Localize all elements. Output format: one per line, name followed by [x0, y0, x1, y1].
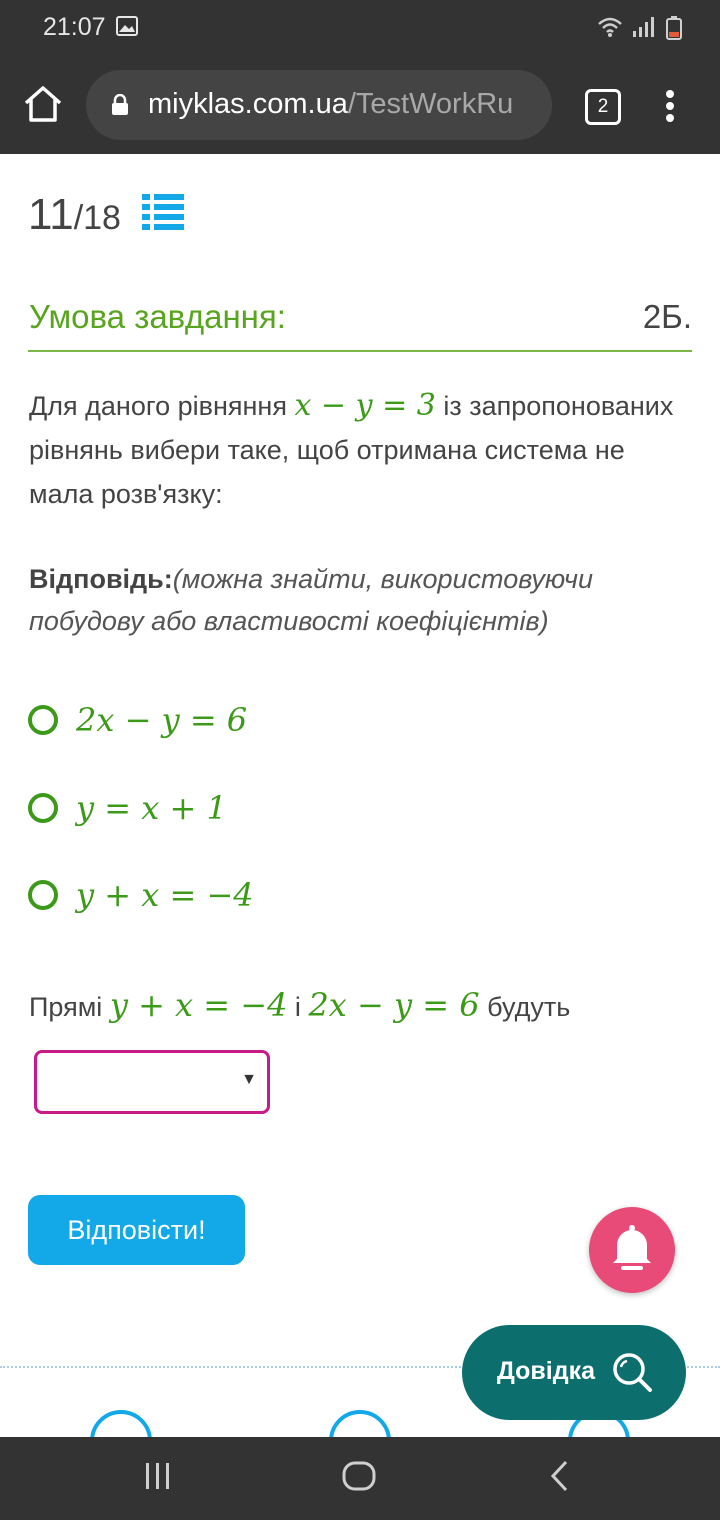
question-equation: x − y = 3 — [294, 388, 436, 423]
recent-apps-icon[interactable] — [144, 1459, 172, 1493]
radio-button[interactable] — [28, 793, 58, 823]
answer-hint: (можна знайти, використовуючи побудову або властивості коефіцієнтів) — [29, 564, 593, 636]
question-text — [29, 384, 693, 516]
question-text-part1: Для даного рівняння — [29, 391, 295, 421]
answer-prompt — [29, 558, 693, 642]
option-equation: y = x + 1 — [76, 789, 227, 827]
more-vert-icon[interactable] — [660, 86, 680, 126]
question-list-icon[interactable] — [142, 194, 184, 230]
total-questions: /18 — [73, 199, 121, 237]
url-domain: miyklas.com.ua — [148, 88, 348, 120]
battery-icon — [666, 16, 682, 40]
title-divider — [28, 350, 692, 352]
option-equation: 2x − y = 6 — [76, 701, 248, 739]
address-bar[interactable] — [86, 70, 552, 140]
answer-option[interactable] — [28, 700, 247, 740]
gallery-icon — [116, 16, 138, 36]
lines-statement — [29, 986, 570, 1024]
submit-button[interactable]: Відповісти! — [28, 1195, 245, 1265]
system-icons — [597, 16, 682, 40]
answer-option[interactable] — [28, 788, 227, 828]
statement-equation-1: y + x = −4 — [109, 986, 288, 1024]
answer-label: Відповідь: — [29, 564, 173, 594]
system-navigation-bar — [0, 1437, 720, 1520]
search-icon — [610, 1350, 654, 1394]
current-question: 11 — [28, 190, 74, 239]
task-points: 2Б. — [642, 298, 692, 335]
status-bar — [0, 0, 720, 56]
url-path: /TestWorkRu — [347, 88, 514, 120]
dropdown-arrow-icon: ▼ — [241, 1071, 257, 1088]
statement-equation-2: 2x − y = 6 — [308, 986, 480, 1024]
statement-suffix: будуть — [479, 992, 571, 1022]
radio-button[interactable] — [28, 880, 58, 910]
signal-icon — [632, 16, 656, 38]
wifi-icon — [597, 16, 623, 38]
option-equation: y + x = −4 — [76, 876, 254, 914]
status-time: 21:07 — [43, 13, 106, 41]
tab-switcher-button[interactable]: 2 — [585, 89, 621, 125]
help-label: Довідка — [497, 1357, 595, 1385]
lock-icon — [110, 94, 130, 116]
help-button[interactable] — [462, 1325, 686, 1420]
question-text-part2: із запропонованих рівнянь вибери таке, щоб отримана система не мала розв'язку: — [29, 391, 674, 509]
bell-icon — [609, 1225, 655, 1275]
radio-button[interactable] — [28, 705, 58, 735]
notification-button[interactable] — [589, 1207, 675, 1293]
statement-prefix: Прямі — [29, 992, 110, 1022]
browser-toolbar — [0, 56, 720, 154]
question-counter — [28, 190, 121, 240]
statement-conjunction: і — [287, 992, 309, 1022]
home-nav-icon[interactable] — [342, 1459, 376, 1493]
back-icon[interactable] — [548, 1459, 570, 1493]
home-icon[interactable] — [22, 83, 64, 125]
answer-option[interactable] — [28, 875, 254, 915]
relationship-select[interactable] — [34, 1050, 270, 1114]
task-title: Умова завдання: — [29, 298, 286, 335]
url-text — [148, 88, 513, 121]
